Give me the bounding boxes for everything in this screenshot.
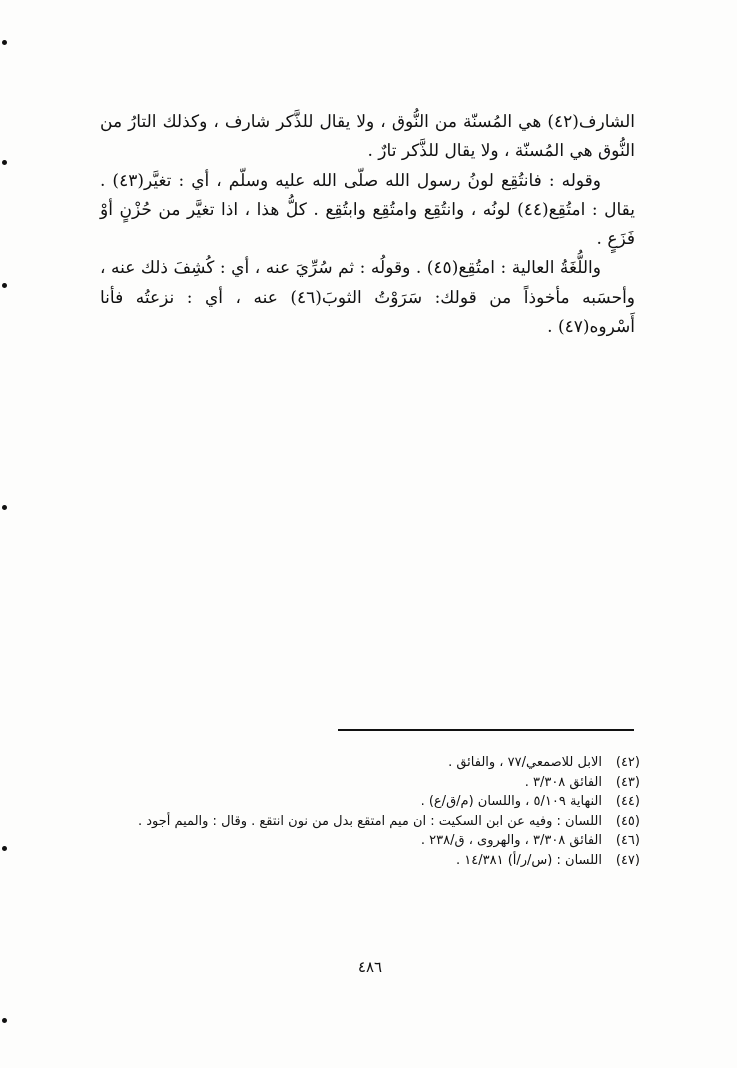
page-number: ٤٨٦: [357, 958, 383, 976]
footnote-number: (٤٥): [615, 813, 640, 829]
paragraph: الشارف(٤٢) هي المُسنّة من النُّوق ، ولا يقال للذَّكر شارف ، وكذلك التارُ من النُّوق هي المُسنّة ، ولا يقال للذَّكر تارٌ .: [100, 112, 635, 162]
footnote-text: الفائق ٣/٣٠٨ .: [524, 774, 602, 790]
footnote-text: الابل للاصمعي/٧٧ ، والفائق .: [448, 755, 602, 770]
footnote-number: (٤٢): [615, 755, 640, 770]
paragraph: وقوله : فانتُقِع لونُ رسول الله صلّى الله عليه وسلّم ، أي : تغيَّر(٤٣) . يقال : امتُقِع(٤٤) لونُه ، وانتُقِع وامتُقِع وابتُقِع . كلُّ هذا ، اذا تغيَّر من حُزْنٍ أوْ فَزَعٍ .: [100, 170, 635, 250]
footnote-text: اللسان : وفيه عن ابن السكيت : ان ميم امتقع بدل من نون انتقع . وقال : والميم أجود .: [137, 813, 602, 829]
footnote: [95, 753, 640, 773]
footnote: [95, 851, 640, 871]
scan-speck: [2, 505, 7, 510]
footnotes: [95, 753, 640, 870]
footnote: [95, 792, 640, 812]
footnote-number: (٤٤): [615, 794, 640, 809]
footnote-text: اللسان : (س/ر/أ) ١٤/٣٨١ .: [456, 852, 602, 868]
footnote-number: (٤٦): [615, 833, 640, 848]
main-text: [100, 108, 635, 342]
scan-speck: [2, 1018, 7, 1023]
scan-speck: [2, 846, 7, 851]
footnote-number: (٤٧): [615, 852, 640, 868]
footnote-separator-rule: [338, 729, 634, 731]
footnote: [95, 831, 640, 851]
footnote-number: (٤٣): [615, 774, 640, 790]
paragraph: واللُّغَةُ العالية : امتُقِع(٤٥) . وقولُه : ثم سُرِّيَ عنه ، أي : كُشِفَ ذلك عنه ، وأحسَبه مأخوذاً من قولك: سَرَوْتُ الثوبَ(٤٦) عنه ، أي : نزعتُه فأنا أَسْروه(٤٧) .: [100, 258, 636, 338]
scan-speck: [2, 160, 7, 165]
footnote-text: النهاية ٥/١٠٩ ، واللسان (م/ق/ع) .: [420, 794, 602, 809]
scan-speck: [2, 40, 7, 45]
footnote-text: الفائق ٣/٣٠٨ ، والهروى ، ق/٢٣٨ .: [420, 833, 602, 848]
footnote: [95, 812, 640, 832]
scan-speck: [2, 283, 7, 288]
footnote: [95, 773, 640, 793]
